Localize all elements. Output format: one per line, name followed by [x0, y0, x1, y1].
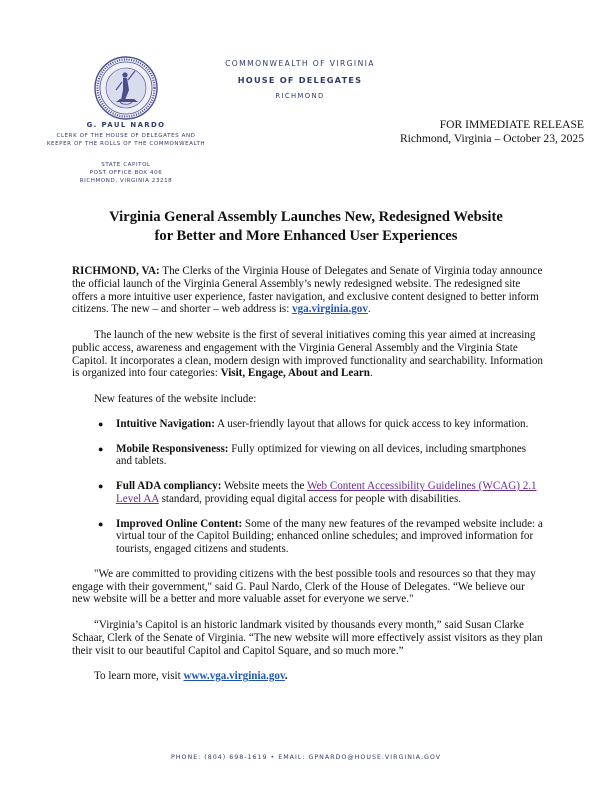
categories-text: Visit, Engage, About and Learn	[220, 367, 370, 380]
letterhead	[215, 59, 385, 100]
feature-item	[72, 518, 544, 556]
bullet-icon: ●	[98, 518, 104, 529]
bullet-icon: ●	[98, 418, 104, 429]
feature-text: Fully optimized for viewing on all devices, including smartphones and tablets.	[116, 442, 527, 468]
launch-text: The launch of the new website is the first of several initiatives coming this year aimed at increasing public access, awareness and engagement with the Virginia General Assembly and the Virginia State Capitol. It incorporates a clean, modern design with improved functionality and searchability. Information is organized into four categories:	[72, 329, 543, 380]
release-block	[400, 118, 584, 146]
feature-text: A user-friendly layout that allows for quick access to key information.	[214, 417, 529, 430]
feature-item	[72, 418, 544, 431]
learn-more-text: To learn more, visit	[94, 670, 184, 683]
clerk-title-line-2: KEEPER OF THE ROLLS OF THE COMMONWEALTH	[46, 141, 206, 147]
feature-label: Intuitive Navigation:	[116, 417, 215, 430]
bullet-icon: ●	[98, 443, 104, 454]
learn-more-end: .	[284, 670, 288, 683]
learn-more-link[interactable]: www.vga.virginia.gov	[183, 670, 285, 683]
paragraph-launch	[72, 329, 544, 380]
intro-text: The Clerks of the Virginia House of Delegates and Senate of Virginia today announce the official launch of the Virginia General Assembly’s newly redesigned website. The redesigned site offers a more intuitive user experience, faster navigation, and exclusive content designed to better inform citizens. The new – and shorter – web address is:	[72, 265, 543, 316]
feature-item	[72, 480, 544, 506]
virginia-seal	[94, 56, 158, 120]
headline	[40, 208, 572, 245]
bullet-icon: ●	[98, 481, 104, 491]
release-dateline: Richmond, Virginia – October 23, 2025	[399, 132, 584, 146]
letterhead-house: HOUSE OF DELEGATES	[237, 75, 363, 85]
paragraph-features-intro: New features of the website include:	[94, 393, 257, 405]
wcag-link[interactable]: Web Content Accessibility Guidelines (WCAG) 2.1 Level AA	[116, 480, 537, 505]
feature-text: Website meets the	[221, 480, 307, 492]
paragraph-schaar-quote: “Virginia’s Capitol is an historic landmark visited by thousands every month,” said Susan Clarke Schaar, Clerk of the Senate of Virginia. “The new website will more effectively assist visitors as they plan their visit to our beautiful Capitol and Capitol Square, and so much more.”	[72, 619, 543, 657]
paragraph-intro	[72, 265, 544, 316]
feature-item	[72, 443, 544, 469]
feature-text-after: standard, providing equal digital access for people with disabilities.	[158, 492, 462, 505]
paragraph-learn-more	[72, 670, 544, 683]
launch-end: .	[369, 367, 373, 380]
intro-end: .	[367, 303, 371, 316]
headline-line-2: for Better and More Enhanced User Experiences	[154, 227, 458, 244]
features-list	[72, 418, 544, 556]
release-label: FOR IMMEDIATE RELEASE	[439, 118, 584, 131]
feature-label: Mobile Responsiveness:	[116, 442, 229, 455]
footer-contact: PHONE: (804) 698-1619 • EMAIL: GPNARDO@HOUSE.VIRGINIA.GOV	[171, 754, 441, 761]
paragraph-nardo-quote: "We are committed to providing citizens with the best possible tools and resources so that they may engage with their government," said G. Paul Nardo, Clerk of the House of Delegates. “We believe our new website will be a better and more valuable asset for everyone we serve."	[72, 567, 536, 606]
headline-line-1: Virginia General Assembly Launches New, Redesigned Website	[109, 209, 503, 225]
address-line-3: RICHMOND, VIRGINIA 23218	[79, 178, 173, 184]
dateline: RICHMOND, VA:	[72, 265, 160, 277]
feature-label: Improved Online Content:	[116, 517, 243, 530]
clerk-title-line-1: CLERK OF THE HOUSE OF DELEGATES AND	[56, 133, 196, 139]
address-line-2: POST OFFICE BOX 406	[89, 170, 163, 176]
website-link[interactable]: vga.virginia.gov	[292, 303, 368, 316]
feature-label: Full ADA compliancy:	[116, 480, 222, 492]
clerk-block	[20, 121, 232, 185]
press-release-body	[72, 265, 544, 683]
clerk-name: G. PAUL NARDO	[86, 121, 166, 129]
letterhead-city: RICHMOND	[275, 92, 325, 100]
letterhead-commonwealth: COMMONWEALTH OF VIRGINIA	[225, 59, 375, 68]
address-line-1: STATE CAPITOL	[101, 162, 151, 168]
feature-text: Some of the many new features of the revamped website include: a virtual tour of the Capitol Building; enhanced online schedules; and improved information for tourists, engaged citizens and students.	[116, 517, 543, 555]
